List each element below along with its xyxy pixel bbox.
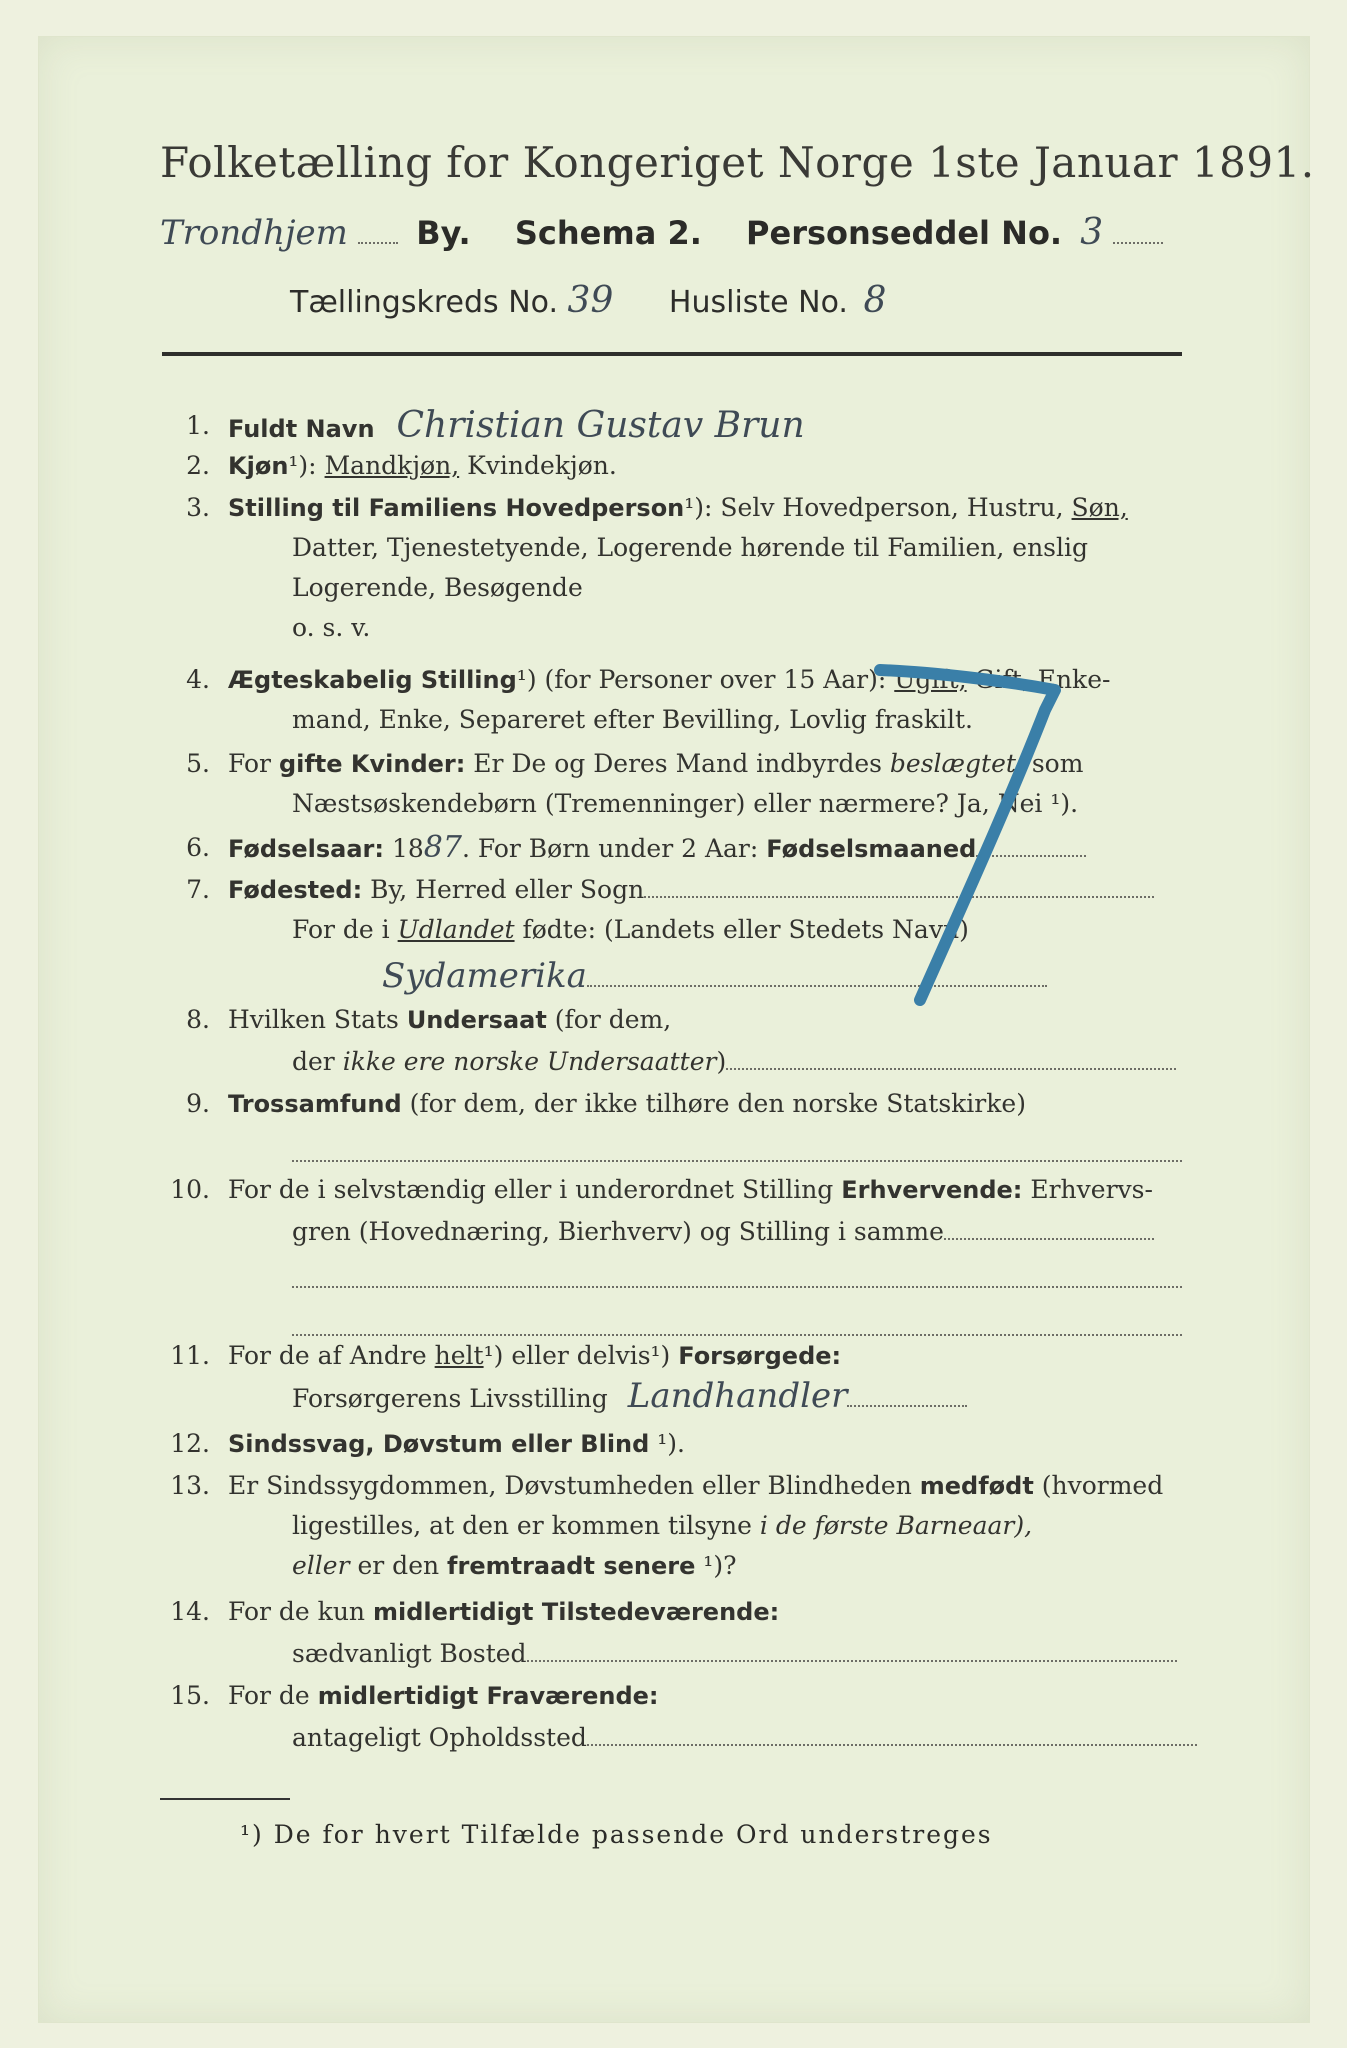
- item-3-line-1: [228, 488, 1128, 528]
- text: For de: [228, 1681, 318, 1710]
- disability-label: Sindssvag, Døvstum eller Blind: [228, 1430, 650, 1458]
- sex-option-male: Mandkjøn,: [324, 451, 460, 480]
- text: der: [292, 1047, 343, 1076]
- item-2-text: [228, 446, 617, 486]
- header-row-city: [160, 212, 1180, 262]
- form-title: Folketælling for Kongeriget Norge 1ste Januar 1891.: [160, 138, 1315, 187]
- dotted-line: [847, 1383, 967, 1407]
- text: gren (Hovednæring, Bierhverv) og Stilling i samme: [292, 1217, 944, 1246]
- text: ¹)?: [695, 1551, 737, 1580]
- text: For de i: [292, 915, 398, 944]
- item-14-line-2: [292, 1634, 1177, 1674]
- item-15-line-1: [228, 1676, 659, 1716]
- schema-label: Schema 2.: [514, 214, 702, 252]
- text: ¹) eller delvis¹): [483, 1341, 679, 1370]
- item-12-text: [228, 1424, 685, 1464]
- item-number: 8.: [186, 1005, 210, 1034]
- item-number: 1.: [186, 411, 210, 440]
- item-9: [170, 1084, 1190, 1168]
- item-number: 15.: [170, 1681, 210, 1710]
- text: antageligt Opholdssted: [292, 1723, 587, 1752]
- text: ): [716, 1047, 727, 1076]
- dotted-line: [292, 1312, 1182, 1336]
- item-number: 2.: [186, 451, 210, 480]
- text: . For Børn under 2 Aar:: [461, 834, 767, 863]
- by-label: By.: [416, 214, 471, 252]
- marital-option-unmarried: Ugift,: [894, 665, 967, 694]
- item-8-line-1: [228, 1000, 671, 1040]
- item-3-line-2: Datter, Tjenestetyende, Logerende hørende til Familien, enslig: [292, 533, 1089, 562]
- position-option-son: Søn,: [1071, 493, 1128, 522]
- item-9-line-2: [292, 1134, 1182, 1174]
- married-women-label: gifte Kvinder:: [278, 750, 466, 778]
- dotted-line: [726, 1046, 1176, 1070]
- text: For de af Andre: [228, 1341, 435, 1370]
- text: fødte: (Landets eller Stedets Navn): [514, 915, 969, 944]
- item-number: 10.: [170, 1175, 210, 1204]
- position-label: Stilling til Familiens Hovedperson: [228, 494, 685, 522]
- birth-year-label: Fødselsaar:: [228, 835, 384, 863]
- congenital-label: medfødt: [919, 1472, 1034, 1500]
- personseddel-label: Personseddel No.: [746, 214, 1063, 252]
- husliste-label: Husliste No.: [668, 285, 848, 320]
- text: Er De og Deres Mand indbyrdes: [465, 749, 890, 778]
- text: By, Herred eller Sogn: [362, 875, 645, 904]
- text: beslægtet,: [889, 749, 1024, 778]
- occupation-label: Erhvervende:: [841, 1176, 1023, 1204]
- dotted-line: [944, 1216, 1154, 1240]
- item-10-line-2: [292, 1212, 1154, 1252]
- full-name-label: Fuldt Navn: [228, 415, 375, 443]
- personseddel-number: 3: [1080, 212, 1104, 253]
- item-number: 13.: [170, 1471, 210, 1500]
- text: ¹) (for Personer over 15 Aar):: [516, 665, 895, 694]
- text: ikke ere norske Undersaatter: [342, 1047, 717, 1076]
- sex-label: Kjøn: [228, 452, 289, 480]
- birth-year-value: 87: [423, 830, 462, 865]
- header-row-kreds: [290, 280, 1190, 330]
- text: som: [1023, 749, 1084, 778]
- text: ¹):: [288, 451, 325, 480]
- footnote: ¹) De for hvert Tilfælde passende Ord understreges: [240, 1820, 993, 1849]
- text: (for dem, der ikke tilhøre den norske Statskirke): [401, 1089, 1026, 1118]
- item-number: 5.: [186, 749, 210, 778]
- birthplace-label: Fødested:: [228, 876, 363, 904]
- item-number: 4.: [186, 665, 210, 694]
- text: Forsørgerens Livsstilling: [292, 1384, 608, 1413]
- item-3-line-3: Logerende, Besøgende: [292, 573, 583, 602]
- text: Er Sindssygdommen, Døvstumheden eller Blindheden: [228, 1471, 920, 1500]
- kreds-number: 39: [567, 280, 614, 321]
- temporary-absent-label: midlertidigt Fraværende:: [317, 1682, 659, 1710]
- supported-label: Forsørgede:: [678, 1342, 842, 1370]
- blue-pencil-seven-mark: [840, 650, 1080, 1030]
- text: helt: [434, 1341, 484, 1370]
- item-15-line-2: [292, 1718, 1197, 1758]
- item-14: [170, 1592, 1190, 1676]
- item-number: 12.: [170, 1429, 210, 1458]
- marital-label: Ægteskabelig Stilling: [228, 666, 517, 694]
- item-number: 11.: [170, 1341, 210, 1370]
- text: (hvormed: [1033, 1471, 1164, 1500]
- text: ¹): Selv Hovedperson, Hustru,: [684, 493, 1072, 522]
- text: er den: [349, 1551, 448, 1580]
- dotted-line: [358, 220, 398, 244]
- sex-option-female: Kvindekjøn.: [459, 451, 617, 480]
- item-9-line-1: [228, 1084, 1026, 1124]
- text: i de første Barneaar),: [759, 1511, 1033, 1540]
- item-number: 7.: [186, 875, 210, 904]
- text: For de i selvstændig eller i underordnet Stilling: [228, 1175, 842, 1204]
- text: Erhvervs-: [1022, 1175, 1153, 1204]
- text: 18: [384, 834, 424, 863]
- text: ligestilles, at den er kommen tilsyne: [292, 1511, 760, 1540]
- text: Udlandet: [397, 915, 515, 944]
- item-number: 14.: [170, 1597, 210, 1626]
- dotted-line: [1113, 220, 1163, 244]
- item-1: [170, 406, 1190, 450]
- text: Hvilken Stats: [228, 1005, 407, 1034]
- husliste-number: 8: [863, 280, 887, 321]
- item-number: 3.: [186, 493, 210, 522]
- item-10-line-1: [228, 1170, 1153, 1210]
- birthplace-value: Sydamerika: [382, 956, 587, 996]
- footnote-rule: [160, 1798, 290, 1800]
- item-11-line-2: [292, 1376, 967, 1419]
- item-13-line-1: [228, 1466, 1163, 1506]
- religion-label: Trossamfund: [228, 1090, 402, 1118]
- item-number: 6.: [186, 833, 210, 862]
- item-14-line-1: [228, 1592, 779, 1632]
- item-number: 9.: [186, 1089, 210, 1118]
- text: Gift, Enke-: [966, 665, 1111, 694]
- header-rule: [162, 352, 1182, 356]
- item-5-line-2: Næstsøskendebørn (Tremenninger) eller nærmere? Ja, Nei ¹).: [292, 789, 1079, 818]
- item-3-line-4: o. s. v.: [292, 613, 371, 642]
- birth-month-label: Fødselsmaaned: [766, 835, 977, 863]
- item-11: [170, 1336, 1190, 1420]
- supporter-occupation-value: Landhandler: [627, 1376, 848, 1416]
- citizenship-label: Undersaat: [406, 1006, 547, 1034]
- text: sædvanligt Bosted: [292, 1639, 527, 1668]
- dotted-line: [587, 1722, 1197, 1746]
- dotted-line: [527, 1638, 1177, 1662]
- text: eller: [292, 1551, 350, 1580]
- item-13-line-3: [292, 1546, 737, 1586]
- temporary-present-label: midlertidigt Tilstedeværende:: [372, 1598, 780, 1626]
- dotted-line: [292, 1138, 1182, 1162]
- kreds-label: Tællingskreds No.: [290, 285, 558, 320]
- item-13-line-2: [292, 1506, 1032, 1546]
- city-handwritten: Trondhjem: [160, 213, 348, 253]
- full-name-value: Christian Gustav Brun: [396, 405, 805, 446]
- item-13: [170, 1466, 1190, 1592]
- item-8-line-2: [292, 1042, 1176, 1082]
- text: For: [228, 749, 279, 778]
- item-3: [170, 488, 1190, 658]
- text: ¹).: [649, 1429, 685, 1458]
- later-onset-label: fremtraadt senere: [447, 1552, 696, 1580]
- item-4-line-2: mand, Enke, Separeret efter Bevilling, Lovlig fraskilt.: [292, 705, 973, 734]
- item-15: [170, 1676, 1190, 1760]
- item-1-text: [228, 406, 805, 449]
- dotted-line: [292, 1264, 1182, 1288]
- text: (for dem,: [546, 1005, 672, 1034]
- item-10-line-3: [292, 1260, 1182, 1300]
- text: For de kun: [228, 1597, 373, 1626]
- item-10: [170, 1170, 1190, 1330]
- item-11-line-1: [228, 1336, 841, 1376]
- item-2: [170, 446, 1190, 486]
- item-12: [170, 1424, 1190, 1464]
